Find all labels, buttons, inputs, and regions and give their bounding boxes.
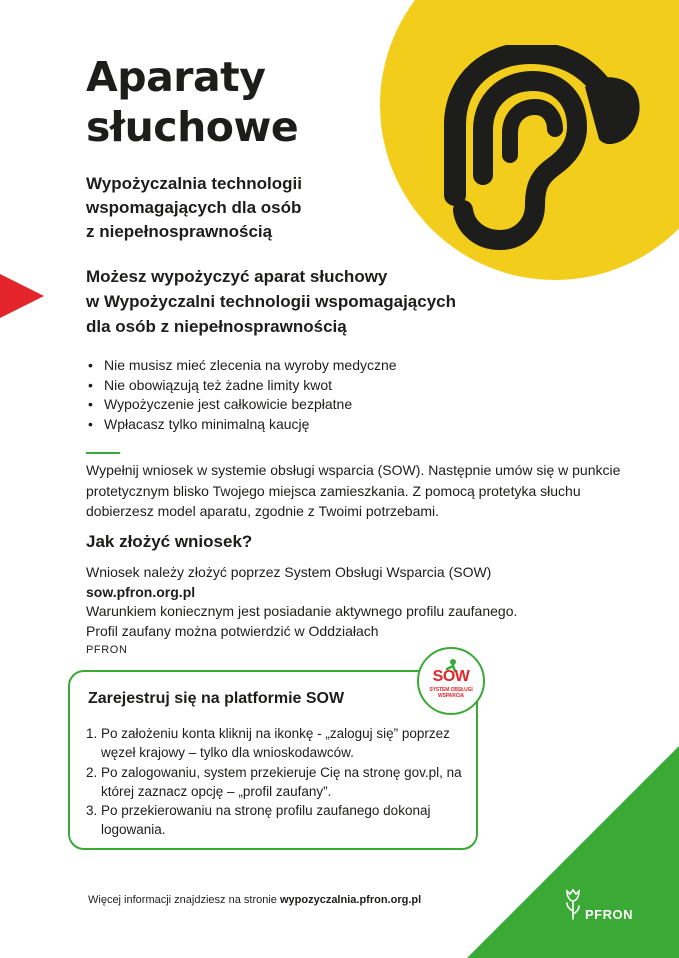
benefits-list (88, 356, 397, 434)
ear-hearing-aid-icon (435, 45, 645, 255)
lead-line-3: dla osób z niepełnosprawnością (86, 317, 347, 336)
subtitle-line-3: z niepełnosprawnością (86, 222, 273, 241)
howto-line-1: Wniosek należy złożyć poprzez System Obsługi Wsparcia (SOW) (86, 564, 492, 580)
tulip-icon (563, 887, 583, 923)
green-corner-decoration (467, 746, 679, 958)
howto-line-3: Warunkiem koniecznym jest posiadanie aktywnego profilu zaufanego. (86, 603, 518, 619)
lead-line-1: Możesz wypożyczyć aparat słuchowy (86, 267, 388, 286)
step-number: 1. (86, 726, 98, 741)
paragraph-line-3: dobierzesz model aparatu, zgodnie z Twoimi potrzebami. (86, 503, 440, 519)
sow-logo-text: SOW (432, 668, 470, 685)
howto-line-4-prefix: Profil zaufany można potwierdzić w Oddziałach (86, 622, 379, 639)
subtitle (86, 172, 406, 244)
list-item (86, 724, 476, 763)
page-title (86, 52, 298, 152)
pfron-logo (563, 887, 653, 923)
register-title: Zarejestruj się na platformie SOW (88, 690, 345, 707)
pfron-org-name: PFRON (86, 644, 128, 656)
step-text: Po przekierowaniu na stronę profilu zaufanego dokonaj logowania. (101, 803, 431, 838)
list-item: • Nie obowiązują też żadne limity kwot (88, 376, 397, 396)
sow-logo-caption: SYSTEM OBSŁUGI WSPARCIA (429, 687, 473, 699)
footer-prefix: Więcej informacji znajdziesz na stronie (88, 894, 280, 906)
footer-info (88, 893, 421, 907)
list-item: • Wpłacasz tylko minimalną kaucję (88, 415, 397, 435)
subtitle-line-1: Wypożyczalnia technologii (86, 174, 302, 193)
title-line-1: Aparaty (86, 53, 266, 101)
pfron-logo-text: PFRON (585, 907, 633, 922)
howto-section (86, 563, 626, 661)
sow-logo (417, 647, 485, 715)
list-item (86, 801, 476, 840)
howto-heading: Jak złożyć wniosek? (86, 532, 253, 551)
register-box (68, 670, 478, 850)
step-text: Po zalogowaniu, system przekieruje Cię na stronę gov.pl, na której zaznacz opcję – „profil zaufany”. (101, 764, 462, 799)
step-text: Po założeniu konta kliknij na ikonkę - „zaloguj się” poprzez węzeł krajowy – tylko dla wnioskodawców. (101, 726, 450, 761)
sow-link[interactable]: sow.pfron.org.pl (86, 583, 196, 600)
lead-line-2: w Wypożyczalni technologii wspomagających (86, 292, 456, 311)
list-item (86, 763, 476, 802)
paragraph-line-2: protetycznym blisko Twojego miejsca zamieszkania. Z pomocą protetyka słuchu (86, 482, 581, 499)
step-number: 3. (86, 803, 98, 819)
lead-heading (86, 264, 506, 339)
paragraph-line-1: Wypełnij wniosek w systemie obsługi wsparcia (SOW). Następnie umów się w punkcie (86, 462, 621, 478)
register-steps (86, 724, 476, 840)
title-line-2: słuchowe (86, 103, 299, 151)
instructions-paragraph (86, 460, 646, 522)
howto-line-4 (86, 622, 626, 661)
divider (86, 452, 120, 454)
footer-link[interactable]: wypozyczalnia.pfron.org.pl (279, 894, 422, 906)
list-item: • Wypożyczenie jest całkowicie bezpłatne (88, 395, 397, 415)
red-arrow-decoration (0, 274, 44, 318)
subtitle-line-2: wspomagających dla osób (86, 198, 302, 217)
list-item: • Nie musisz mieć zlecenia na wyroby medyczne (88, 356, 397, 376)
step-number: 2. (86, 764, 98, 780)
